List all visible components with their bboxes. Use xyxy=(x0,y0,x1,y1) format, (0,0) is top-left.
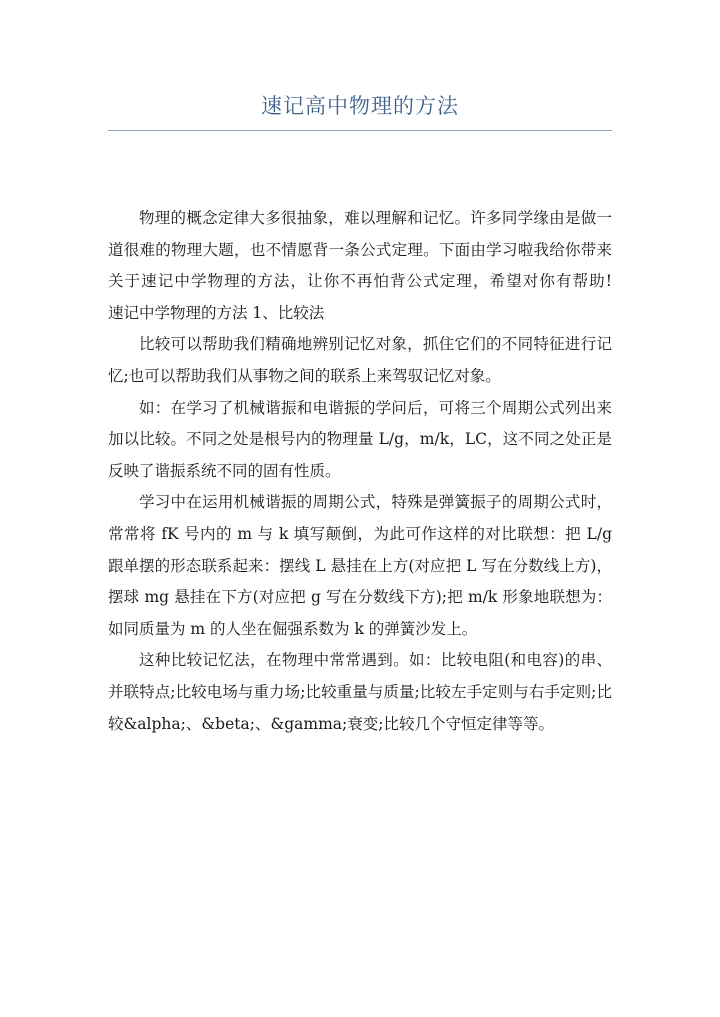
page-title: 速记高中物理的方法 xyxy=(261,94,459,118)
paragraph-spring-oscillator: 学习中在运用机械谐振的周期公式，特殊是弹簧振子的周期公式时，常常将 fK 号内的 m 与 k 填写颠倒，为此可作这样的对比联想：把 L/g 跟单摆的形态联系起来：摆线 L 悬挂在上方(对应把 L 写在分数线上方)，摆球 mg 悬挂在下方(对应把 g 写在分数线下方);把 m/k 形象地联想为：如同质量为 m 的人坐在倔强系数为 k 的弹簧沙发上。 xyxy=(108,493,612,638)
paragraph-summary: 这种比较记忆法，在物理中常常遇到。如：比较电阻(和电容)的串、并联特点;比较电场与重力场;比较重量与质量;比较左手定则与右手定则;比较&alpha;、&beta;、&gamma;衰变;比较几个守恒定律等等。 xyxy=(108,651,612,733)
article-body xyxy=(108,203,644,740)
title-divider xyxy=(108,130,612,131)
paragraph-comparison: 比较可以帮助我们精确地辨别记忆对象，抓住它们的不同特征进行记忆;也可以帮助我们从事物之间的联系上来驾驭记忆对象。 xyxy=(108,335,612,385)
paragraph-example: 如：在学习了机械谐振和电谐振的学问后，可将三个周期公式列出来加以比较。不同之处是根号内的物理量 L/g，m/k，LC，这不同之处正是反映了谐振系统不同的固有性质。 xyxy=(108,398,612,480)
paragraph-intro: 物理的概念定律大多很抽象，难以理解和记忆。许多同学缘由是做一道很难的物理大题，也不情愿背一条公式定理。下面由学习啦我给你带来关于速记中学物理的方法，让你不再怕背公式定理，希望对你有帮助! 速记中学物理的方法 1、比较法 xyxy=(108,209,644,322)
